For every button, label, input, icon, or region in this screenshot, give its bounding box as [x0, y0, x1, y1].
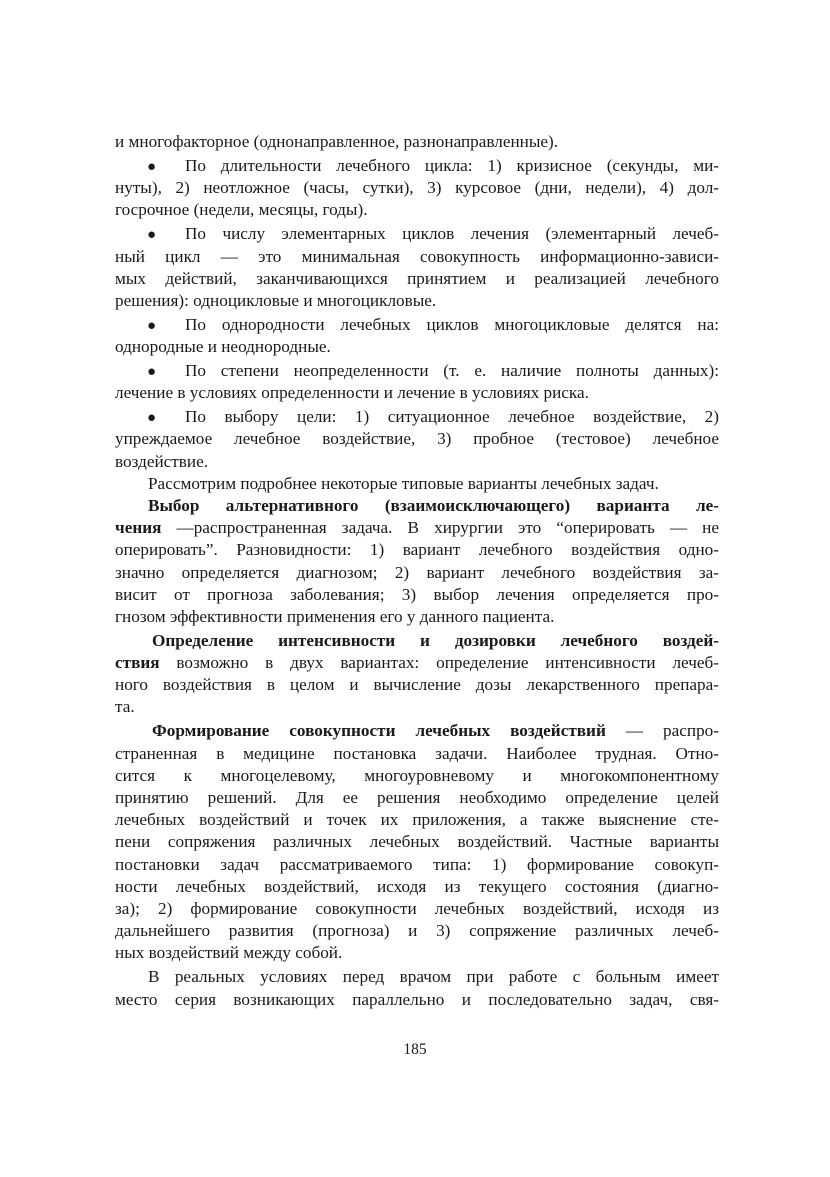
text-line: нуты), 2) неотложное (часы, сутки), 3) курсовое (дни, недели), 4) дол-	[115, 178, 719, 198]
text-line: ности лечебных воздействий, исходя из текущего состояния (диагно-	[115, 876, 719, 896]
page-body	[115, 131, 719, 1011]
text-line	[115, 517, 719, 539]
text-line: По степени неопределенности (т. е. наличие полноты данных):	[185, 361, 719, 381]
term-heading: Определение интенсивности и дозировки лечебного воздей-	[152, 630, 719, 650]
text-line: По однородности лечебных циклов многоцикловые делятся на:	[185, 314, 719, 334]
bullet-icon: ●	[147, 317, 157, 334]
paragraph-alternative-choice	[115, 495, 719, 517]
text-line: По длительности лечебного цикла: 1) кризисное (секунды, ми-	[185, 155, 719, 175]
bullet-item-cycle-duration	[115, 155, 719, 177]
page-number: 185	[403, 1041, 427, 1058]
text-fragment: — распро-	[605, 721, 719, 741]
bullet-icon: ●	[147, 227, 157, 244]
text-line: дальнейшего развития (прогноза) и 3) сопряжение различных лечеб-	[115, 921, 719, 941]
text-line: сится к многоцелевому, многоуровневому и многокомпонентному	[115, 765, 719, 785]
bullet-icon: ●	[147, 158, 157, 175]
text-line: воздействие.	[115, 451, 209, 471]
bullet-icon: ●	[147, 364, 157, 381]
text-line: место серия возникающих параллельно и последовательно задач, свя-	[115, 989, 719, 1009]
text-line: По выбору цели: 1) ситуационное лечебное воздействие, 2)	[185, 407, 719, 427]
bullet-icon: ●	[147, 410, 157, 427]
text-line: госрочное (недели, месяцы, годы).	[115, 200, 368, 220]
text-line: ного воздействия в целом и вычисление дозы лекарственного препара-	[115, 675, 719, 695]
text-line: принятию решений. Для ее решения необходимо определение целей	[115, 788, 719, 808]
text-line: ный цикл — это минимальная совокупность информационно-зависи-	[115, 246, 719, 266]
text-line: страненная в медицине постановка задачи. Наиболее трудная. Отно-	[115, 743, 719, 763]
term-heading: Выбор альтернативного (взаимоисключающего) варианта ле-	[148, 495, 719, 515]
text-line: Рассмотрим подробнее некоторые типовые варианты лечебных задач.	[148, 473, 659, 493]
text-line: однородные и неоднородные.	[115, 337, 331, 357]
paragraph-intensity-dosage	[115, 630, 719, 652]
text-line: та.	[115, 697, 135, 717]
text-line: гнозом эффективности применения его у данного пациента.	[115, 606, 555, 626]
text-line: лечебных воздействий и точек их приложения, а также выяснение сте-	[115, 810, 719, 830]
text-fragment: возможно в двух вариантах: определение интенсивности лечеб-	[159, 653, 719, 673]
bullet-item-homogeneity	[115, 314, 719, 336]
term-heading: чения	[115, 518, 162, 538]
text-line: мых действий, заканчивающихся принятием и реализацией лечебного	[115, 268, 719, 288]
bullet-item-uncertainty	[115, 360, 719, 382]
paragraph-treatment-set	[115, 720, 719, 742]
term-heading: Формирование совокупности лечебных воздействий	[152, 721, 606, 741]
bullet-item-goal-choice	[115, 406, 719, 428]
text-line: упреждаемое лечебное воздействие, 3) пробное (тестовое) лечебное	[115, 429, 719, 449]
paragraph-real-conditions	[115, 966, 719, 988]
text-line: постановки задач рассматриваемого типа: 1) формирование совокуп-	[115, 854, 719, 874]
text-line: решения): одноцикловые и многоцикловые.	[115, 290, 437, 310]
text-fragment: —распространенная задача. В хирургии это “оперировать — не	[161, 518, 719, 538]
text-fragment: В реальных условиях перед врачом при работе с больным имеет	[148, 967, 719, 987]
text-line: значно определяется диагнозом; 2) вариант лечебного воздействия за-	[115, 562, 719, 582]
text-line: за); 2) формирование совокупности лечебных воздействий, исходя из	[115, 898, 719, 918]
text-line: висит от прогноза заболевания; 3) выбор лечения определяется про-	[115, 584, 719, 604]
term-heading: ствия	[115, 653, 160, 673]
bullet-item-elementary-cycles	[115, 223, 719, 245]
text-line: оперировать”. Разновидности: 1) вариант лечебного воздействия одно-	[115, 540, 719, 560]
text-line: пени сопряжения различных лечебных воздействий. Частные варианты	[115, 832, 719, 852]
text-line: По числу элементарных циклов лечения (элементарный лечеб-	[185, 224, 719, 244]
text-line: и многофакторное (однонаправленное, разнонаправленные).	[115, 132, 559, 151]
text-line: лечение в условиях определенности и лечение в условиях риска.	[115, 383, 589, 403]
text-line: ных воздействий между собой.	[115, 943, 343, 963]
text-line	[115, 652, 719, 674]
